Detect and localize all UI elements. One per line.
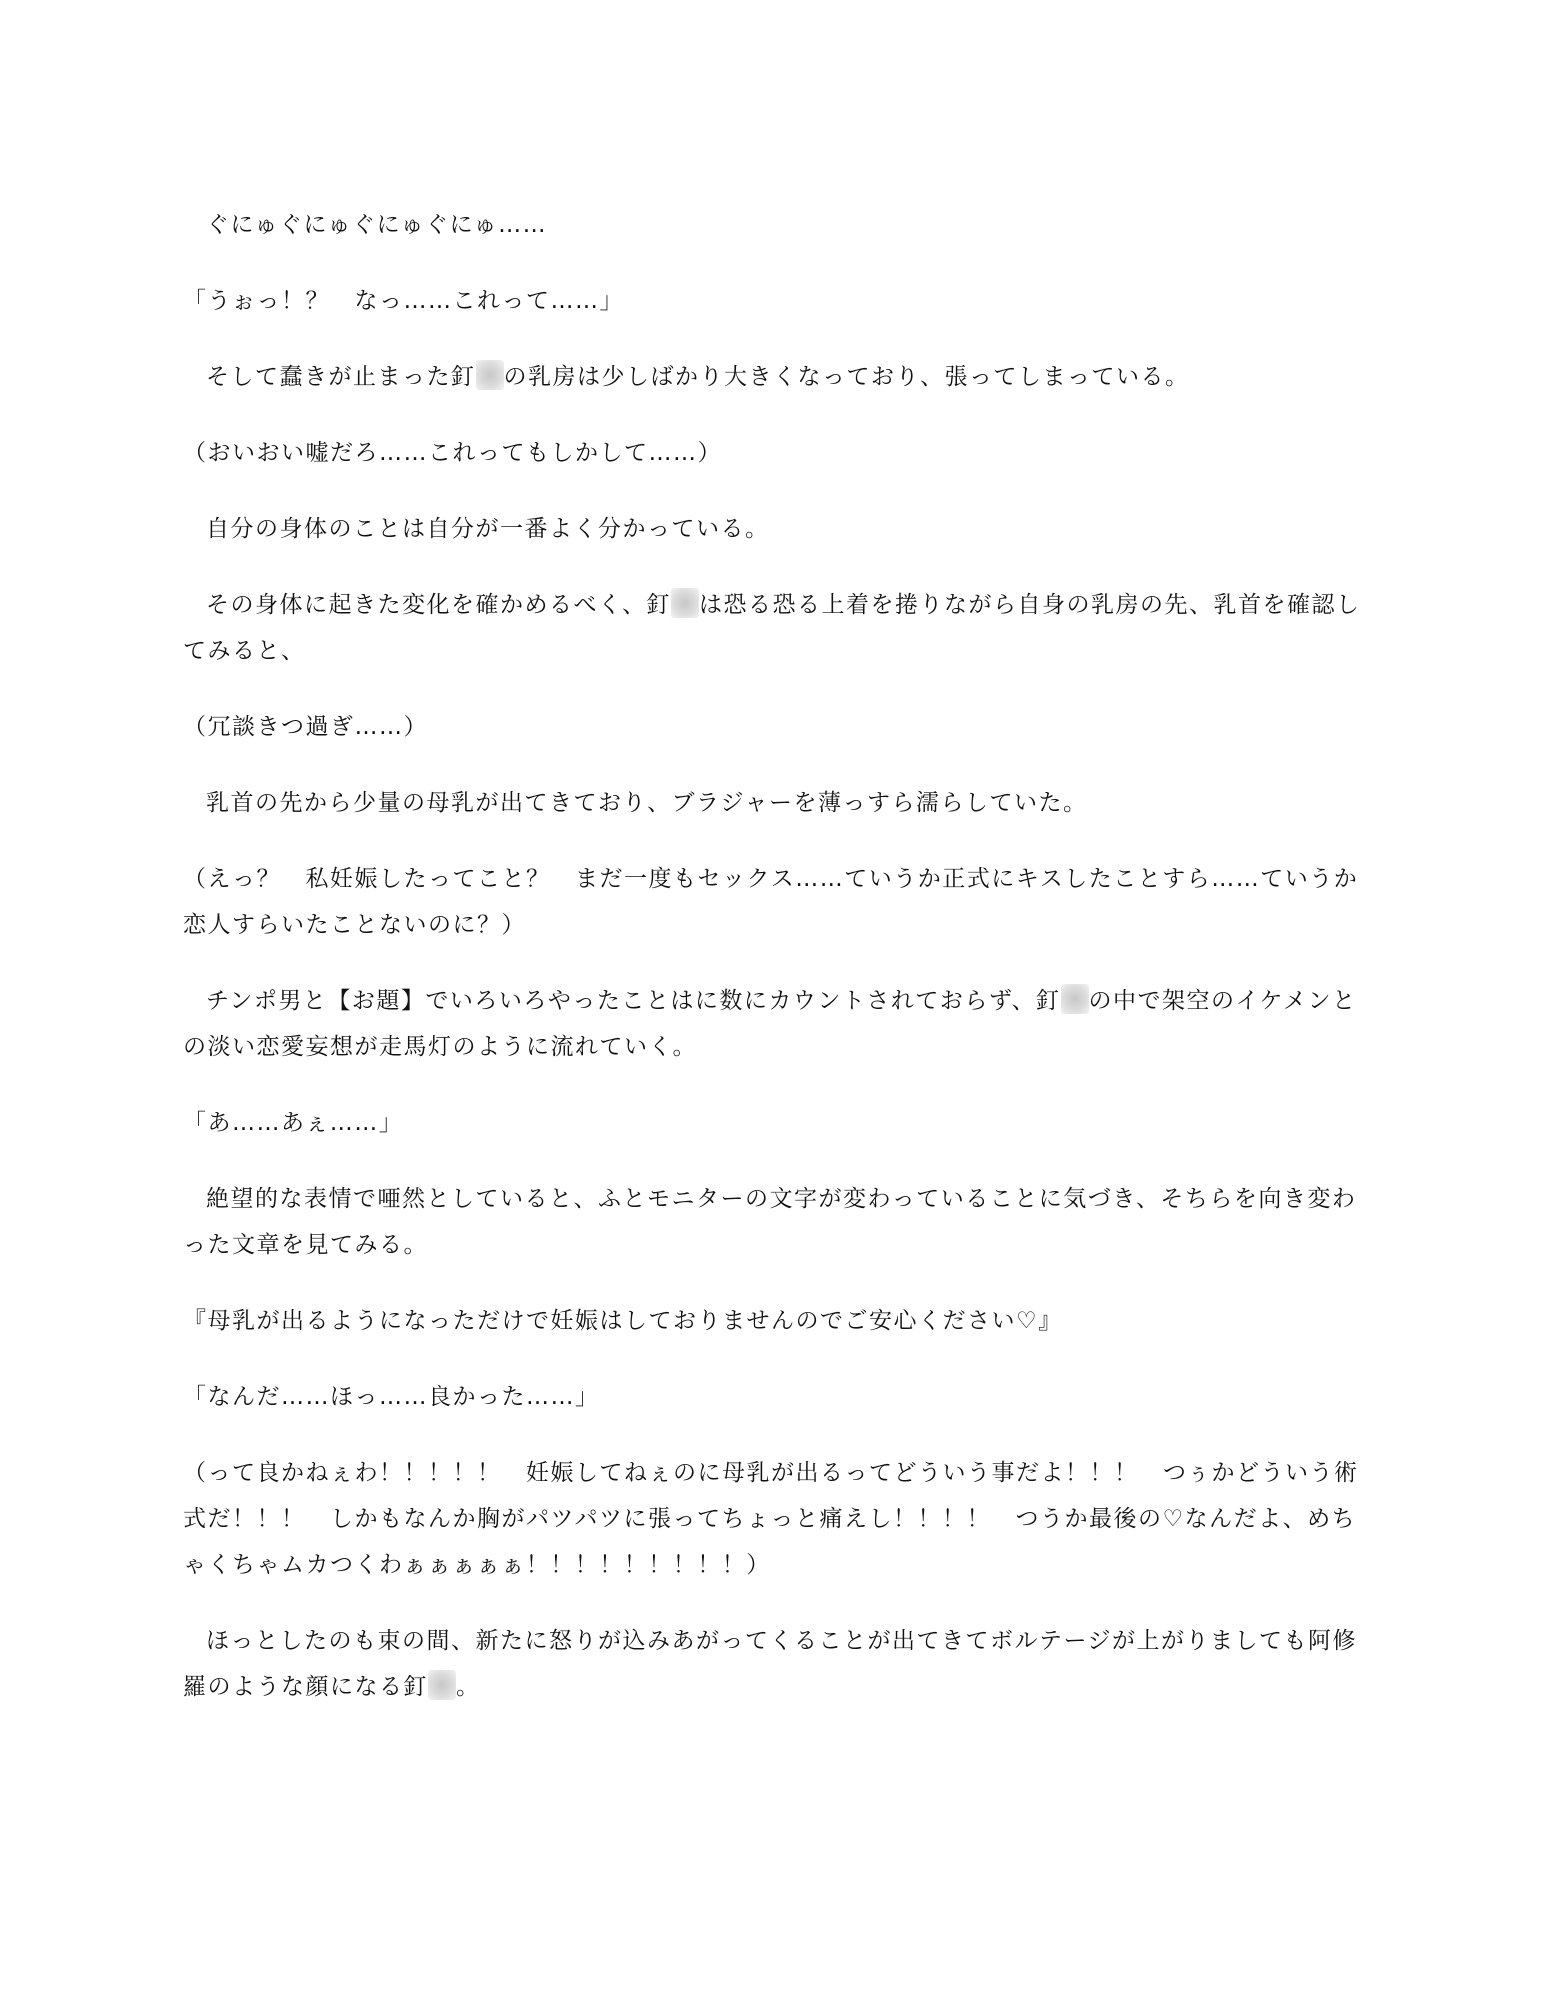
paragraph-text: 「うぉっ！？ なっ……これって……」	[183, 288, 624, 314]
paragraph-text: 『母乳が出るようになっただけで妊娠はしておりませんのでご安心ください♡』	[183, 1308, 1063, 1334]
paragraph-text: 乳首の先から少量の母乳が出てきており、ブラジャーを薄っすら濡らしていた。	[206, 790, 1088, 816]
paragraph-text: そして蠢きが止まった釘	[206, 364, 476, 390]
paragraph-text: その身体に起きた変化を確かめるべく、釘	[206, 592, 672, 618]
redacted-name-blur	[1061, 984, 1089, 1014]
paragraph-text: （えっ？ 私妊娠したってこと？ まだ一度もセックス……ていうか正式にキスしたことすら……ていうか恋人すらいたことないのに？）	[183, 866, 1359, 938]
redacted-name-blur	[671, 588, 699, 618]
paragraph-text: （冗談きつ過ぎ……）	[183, 714, 428, 740]
paragraph	[183, 1298, 1363, 1344]
redacted-name-blur	[428, 1670, 456, 1700]
paragraph-text: チンポ男と【お題】でいろいろやったことはに数にカウントされておらず、釘	[206, 988, 1061, 1014]
paragraph-text: の乳房は少しばかり大きくなっており、張ってしまっている。	[503, 364, 1190, 390]
paragraph-text: （おいおい嘘だろ……これってもしかして……）	[183, 440, 722, 466]
paragraph	[183, 780, 1363, 826]
paragraph-text: 自分の身体のことは自分が一番よく分かっている。	[206, 516, 770, 542]
paragraph	[183, 856, 1363, 948]
paragraph-text: ぐにゅぐにゅぐにゅぐにゅ……	[206, 212, 548, 238]
paragraph	[183, 704, 1363, 750]
paragraph	[183, 354, 1363, 400]
paragraph-text: 。	[456, 1674, 481, 1700]
redacted-name-blur	[476, 360, 504, 390]
paragraph-text: ほっとしたのも束の間、新たに怒りが込みあがってくることが出てきてボルテージが上がりましても阿修羅のような顔になる釘	[183, 1628, 1358, 1700]
paragraph-text: 絶望的な表情で唖然としていると、ふとモニターの文字が変わっていることに気づき、そちらを向き変わった文章を見てみる。	[183, 1186, 1357, 1258]
paragraph	[183, 978, 1363, 1070]
paragraph	[183, 582, 1363, 674]
paragraph	[183, 506, 1363, 552]
paragraph	[183, 1374, 1363, 1420]
paragraph	[183, 1176, 1363, 1268]
paragraph	[183, 1618, 1363, 1710]
paragraph-text: は恐る恐る上着を捲りながら自身の乳房の先、乳首を確認してみると、	[183, 592, 1361, 664]
paragraph-text: 「あ……あぇ……」	[183, 1110, 404, 1136]
paragraph-text: の中で架空のイケメンとの淡い恋愛妄想が走馬灯のように流れていく。	[183, 988, 1357, 1060]
paragraph	[183, 202, 1363, 248]
paragraph	[183, 1450, 1363, 1588]
paragraph	[183, 1100, 1363, 1146]
paragraph-text: 「なんだ……ほっ……良かった……」	[183, 1384, 600, 1410]
paragraph	[183, 278, 1363, 324]
paragraph-text: （って良かねぇわ！！！！！ 妊娠してねぇのに母乳が出るってどういう事だよ！！！ つぅかどういう術式だ！！！ しかもなんか胸がパツパツに張ってちょっと痛えし！！！！ つうか最後の♡なんだよ、めちゃくちゃムカつくわぁぁぁぁぁ！！！！！！！！！）	[183, 1460, 1359, 1578]
paragraph	[183, 430, 1363, 476]
